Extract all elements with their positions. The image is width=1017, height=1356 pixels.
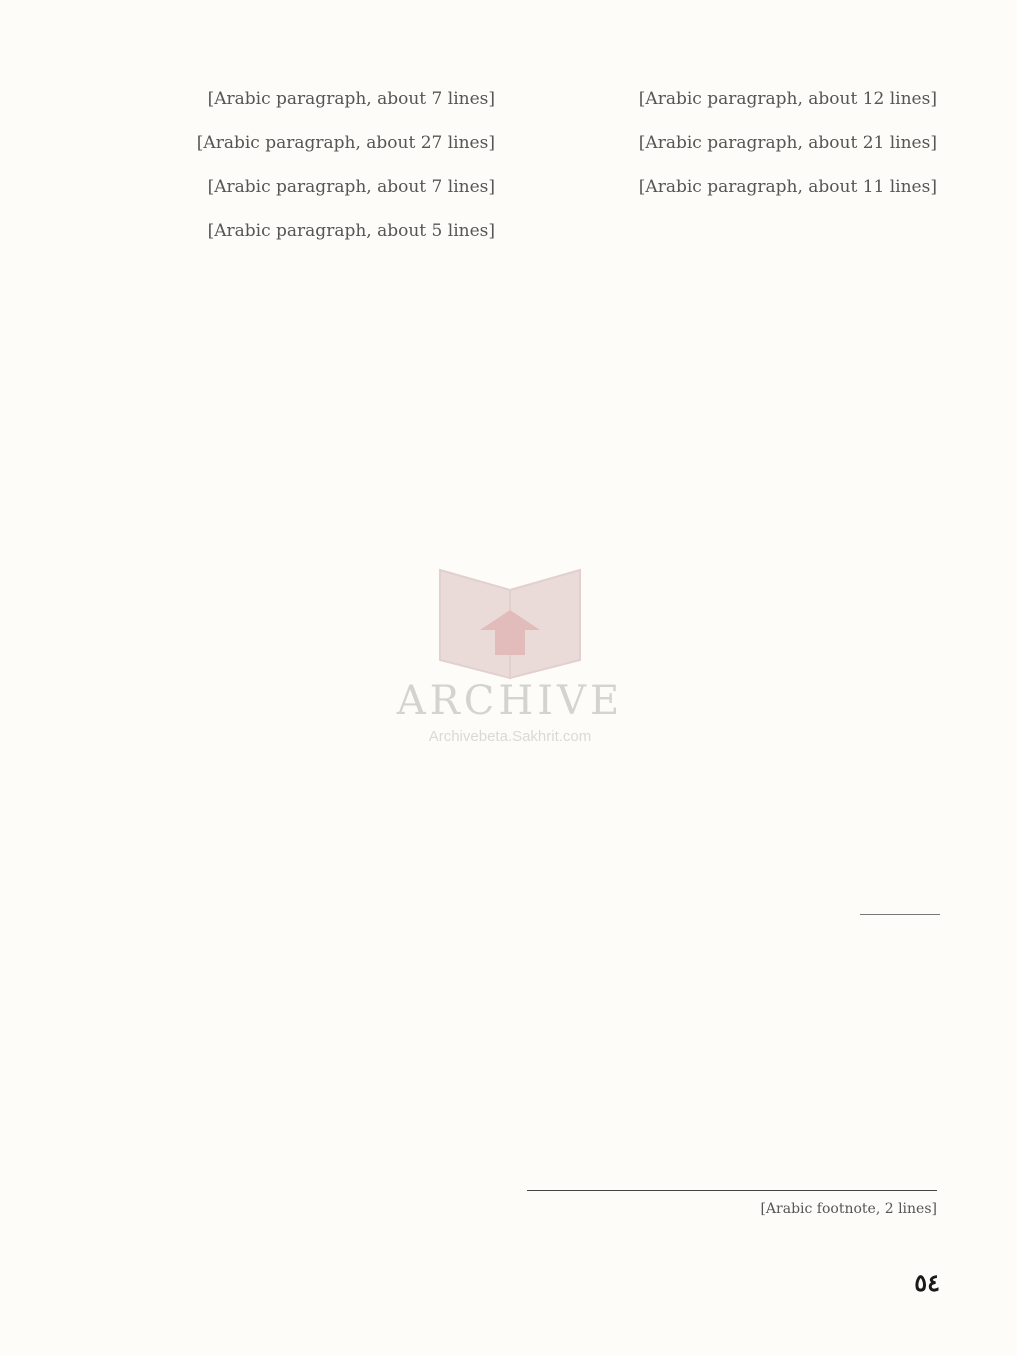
archive-watermark	[380, 560, 640, 750]
watermark-word: ARCHIVE	[396, 678, 624, 724]
footnote-divider	[527, 1190, 937, 1191]
paragraph: [Arabic paragraph, about 11 lines]	[638, 177, 937, 197]
page-number: ٥٤	[914, 1268, 940, 1297]
watermark-url: Archivebeta.Sakhrit.com	[428, 728, 592, 745]
paragraph: [Arabic paragraph, about 21 lines]	[638, 133, 937, 153]
section-divider	[860, 914, 940, 915]
right-column	[527, 84, 937, 216]
footnote: [Arabic footnote, 2 lines]	[760, 1201, 937, 1217]
book-icon	[380, 560, 640, 680]
paragraph: [Arabic paragraph, about 27 lines]	[196, 133, 495, 153]
paragraph: [Arabic paragraph, about 7 lines]	[207, 177, 495, 197]
paragraph: [Arabic paragraph, about 12 lines]	[638, 89, 937, 109]
paragraph: [Arabic paragraph, about 7 lines]	[207, 89, 495, 109]
left-column	[95, 84, 495, 260]
paragraph: [Arabic paragraph, about 5 lines]	[207, 221, 495, 241]
